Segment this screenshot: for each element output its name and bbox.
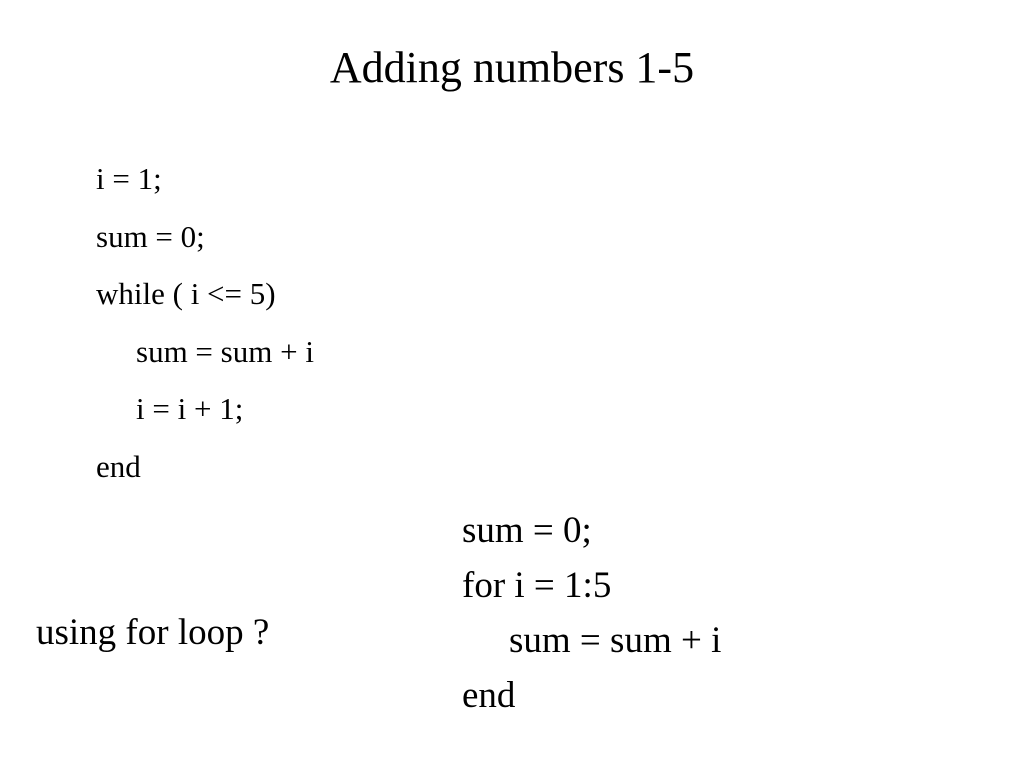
slide-title: Adding numbers 1-5 bbox=[329, 43, 695, 92]
code-line-indented: i = i + 1; bbox=[136, 391, 244, 426]
code-line: sum = 0; bbox=[96, 218, 205, 254]
code-line: sum = 0; bbox=[462, 510, 592, 551]
code-line: end bbox=[96, 448, 141, 484]
code-line: end bbox=[462, 675, 516, 716]
while-loop-code-block bbox=[96, 150, 314, 495]
for-loop-code-block bbox=[462, 503, 721, 723]
code-line-indented: sum = sum + i bbox=[136, 333, 314, 369]
code-line-indented: sum = sum + i bbox=[509, 620, 722, 661]
question-text: using for loop ? bbox=[36, 612, 270, 653]
code-line: while ( i <= 5) bbox=[96, 276, 276, 311]
code-line: i = 1; bbox=[96, 161, 162, 196]
code-line: for i = 1:5 bbox=[462, 565, 612, 606]
